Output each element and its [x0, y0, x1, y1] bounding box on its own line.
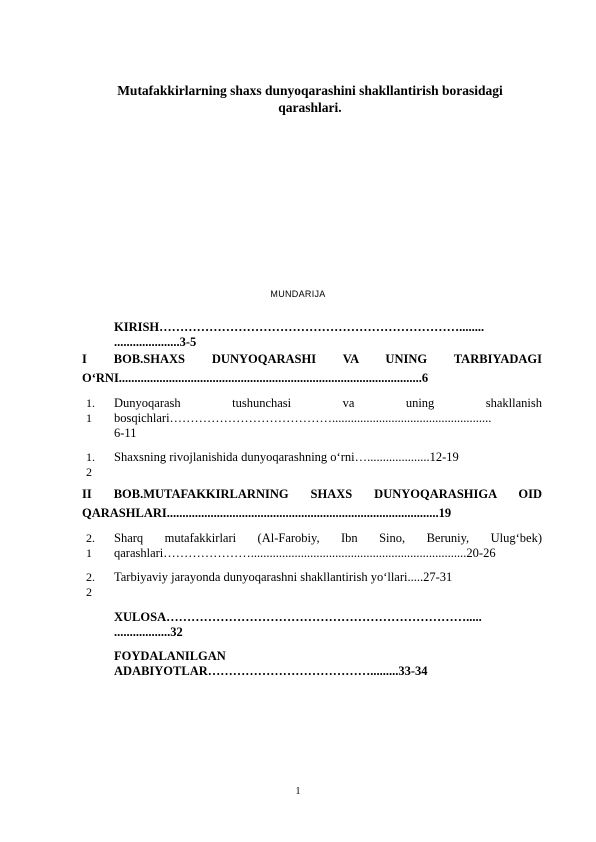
toc-section-2-2-number	[86, 570, 106, 600]
toc-entry-chapter-2	[82, 485, 542, 523]
title-line-1: Mutafakkirlarning shaxs dunyoqarashini shakllantirish borasidagi	[117, 83, 503, 98]
toc-chapter2-line-1: II BOB.MUTAFAKKIRLARNING SHAXS DUNYOQARASHIGA OID	[82, 487, 542, 501]
toc-section-2-1-line-1: Sharq mutafakkirlari (Al-Farobiy, Ibn Sino, Beruniy, Ulug‘bek)	[114, 531, 542, 545]
toc-adabiyotlar-line-2: ADABIYOTLAR………………………………….........33-34	[114, 664, 428, 678]
toc-entry-section-2-2	[86, 570, 542, 600]
toc-chapter2-line-2: QARASHLARI.......................................................................................19	[82, 506, 452, 520]
page-number: 1	[295, 786, 301, 797]
toc-xulosa-line-1: XULOSA……………………………………………………………….....	[114, 610, 482, 624]
section-2-2-number-part-2: 2	[86, 585, 92, 599]
table-of-contents	[82, 320, 542, 679]
section-1-1-number-part-1: 1.	[86, 396, 95, 410]
toc-section-1-1-line-2: bosqichlari…………………………………...................................................	[114, 411, 492, 425]
toc-entry-kirish	[86, 320, 542, 350]
toc-entry-section-1-2	[86, 450, 542, 480]
section-1-2-number-part-1: 1.	[86, 450, 95, 464]
toc-adabiyotlar-line-1: FOYDALANILGAN	[114, 649, 226, 663]
toc-xulosa-line-2: ..................32	[114, 625, 183, 639]
toc-section-2-2-line-1: Tarbiyaviy jarayonda dunyoqarashni shakllantirish yo‘llari.....27-31	[114, 570, 453, 584]
toc-entry-adabiyotlar	[86, 649, 542, 679]
toc-section-1-1-number	[86, 396, 106, 426]
toc-section-1-2-line-1: Shaxsning rivojlanishida dunyoqarashning o‘rni…....................12-19	[114, 450, 459, 464]
section-1-1-number-part-2: 1	[86, 411, 92, 425]
document-title	[100, 82, 520, 116]
toc-section-1-1-line-1: Dunyoqarash tushunchasi va uning shakllanish	[114, 396, 542, 410]
toc-entry-chapter-1	[82, 350, 542, 388]
toc-kirish-line-1: KIRISH………………………………………………………………........	[114, 320, 485, 334]
toc-entry-xulosa	[86, 610, 542, 640]
toc-section-2-1-line-2: qarashlari………………….....................................................................20-26	[114, 546, 496, 560]
toc-entry-section-2-1	[86, 531, 542, 561]
contents-heading: MUNDARIJA	[270, 289, 326, 299]
section-2-1-number-part-2: 1	[86, 546, 92, 560]
toc-section-2-1-number	[86, 531, 106, 561]
toc-chapter1-line-2: O‘RNI.................................................................................................6	[82, 371, 429, 385]
section-2-1-number-part-1: 2.	[86, 531, 95, 545]
toc-section-1-1-line-3: 6-11	[114, 426, 137, 440]
title-line-2: qarashlari.	[278, 100, 342, 115]
toc-chapter1-line-1: I BOB.SHAXS DUNYOQARASHI VA UNING TARBIYADAGI	[82, 352, 542, 366]
toc-entry-section-1-1	[86, 396, 542, 441]
toc-section-1-2-number	[86, 450, 106, 480]
toc-kirish-line-2: .....................3-5	[114, 335, 197, 349]
section-2-2-number-part-1: 2.	[86, 570, 95, 584]
section-1-2-number-part-2: 2	[86, 465, 92, 479]
